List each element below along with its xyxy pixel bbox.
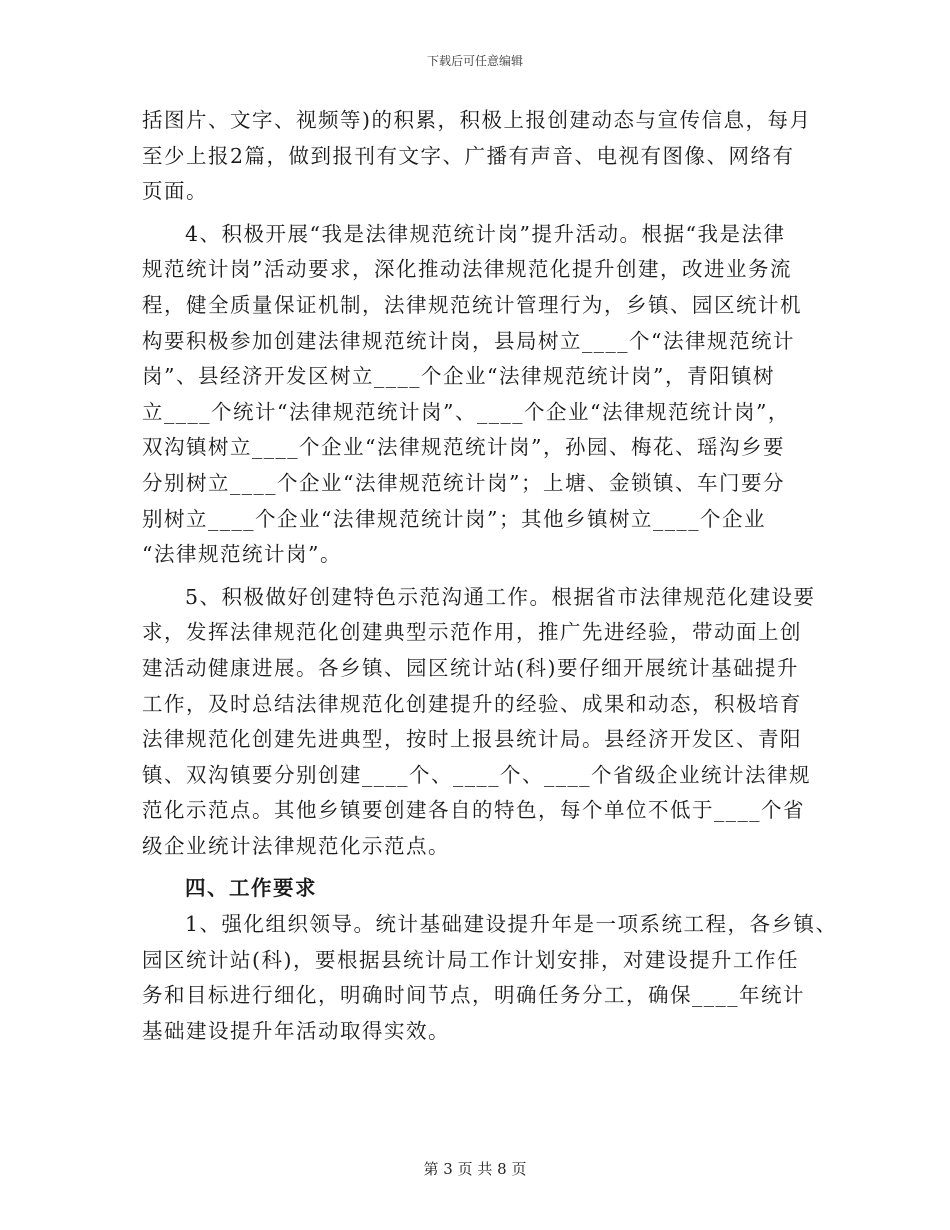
paragraph-line: 别树立____个企业“法律规范统计岗”；其他乡镇树立____个企业 bbox=[142, 506, 766, 531]
paragraph-line: 至少上报2篇，做到报刊有文字、广播有声音、电视有图像、网络有 bbox=[142, 143, 795, 168]
paragraph-line: 园区统计站(科)，要根据县统计局工作计划安排，对建设提升工作任 bbox=[142, 947, 799, 972]
paragraph-line: 分别树立____个企业“法律规范统计岗”；上塘、金锁镇、车门要分 bbox=[142, 470, 785, 495]
paragraph-line: 级企业统计法律规范化示范点。 bbox=[142, 833, 450, 858]
paragraph-line: 双沟镇树立____个企业“法律规范统计岗”，孙园、梅花、瑶沟乡要 bbox=[142, 435, 785, 460]
page-number: 第 3 页 共 8 页 bbox=[423, 1160, 527, 1178]
paragraph-line: 括图片、文字、视频等)的积累，积极上报创建动态与宣传信息，每月 bbox=[142, 108, 812, 132]
paragraph-line: 构要积极参加创建法律规范统计岗，县局树立____个“法律规范统计 bbox=[142, 328, 795, 353]
paragraph-line: 规范统计岗”活动要求，深化推动法律规范化提升创建，改进业务流 bbox=[142, 257, 792, 282]
paragraph-line: “法律规范统计岗”。 bbox=[142, 542, 342, 567]
paragraph-line: 基础建设提升年活动取得实效。 bbox=[142, 1018, 450, 1043]
paragraph-line: 建活动健康进展。各乡镇、园区统计站(科)要仔细开展统计基础提升 bbox=[142, 655, 799, 680]
paragraph-line: 岗”、县经济开发区树立____个企业“法律规范统计岗”，青阳镇树 bbox=[142, 364, 775, 389]
document-body bbox=[142, 103, 838, 1049]
paragraph-line: 镇、双沟镇要分别创建____个、____个、____个省级企业统计法律规 bbox=[142, 762, 811, 787]
paragraph-line: 法律规范化创建先进典型，按时上报县统计局。县经济开发区、青阳 bbox=[142, 727, 802, 752]
paragraph-line: 程，健全质量保证机制，法律规范统计管理行为，乡镇、园区统计机 bbox=[142, 292, 802, 317]
section-heading: 四、工作要求 bbox=[185, 876, 317, 901]
paragraph-line: 页面。 bbox=[142, 179, 208, 204]
paragraph-line: 工作，及时总结法律规范化创建提升的经验、成果和动态，积极培育 bbox=[142, 691, 802, 716]
paragraph-line: 立____个统计“法律规范统计岗”、____个企业“法律规范统计岗”， bbox=[142, 399, 790, 424]
paragraph-line: 范化示范点。其他乡镇要创建各自的特色，每个单位不低于____个省 bbox=[142, 798, 805, 823]
paragraph-line: 求，发挥法律规范化创建典型示范作用，推广先进经验，带动面上创 bbox=[142, 620, 802, 645]
paragraph-line: 务和目标进行细化，明确时间节点，明确任务分工，确保____年统计 bbox=[142, 983, 805, 1008]
paragraph-line: 1、强化组织领导。统计基础建设提升年是一项系统工程，各乡镇、 bbox=[185, 912, 838, 937]
paragraph-line: 5、积极做好创建特色示范沟通工作。根据省市法律规范化建设要 bbox=[185, 584, 816, 609]
paragraph-line: 4、积极开展“我是法律规范统计岗”提升活动。根据“我是法律 bbox=[185, 221, 786, 246]
page-header: 下载后可任意编辑 bbox=[426, 54, 523, 68]
